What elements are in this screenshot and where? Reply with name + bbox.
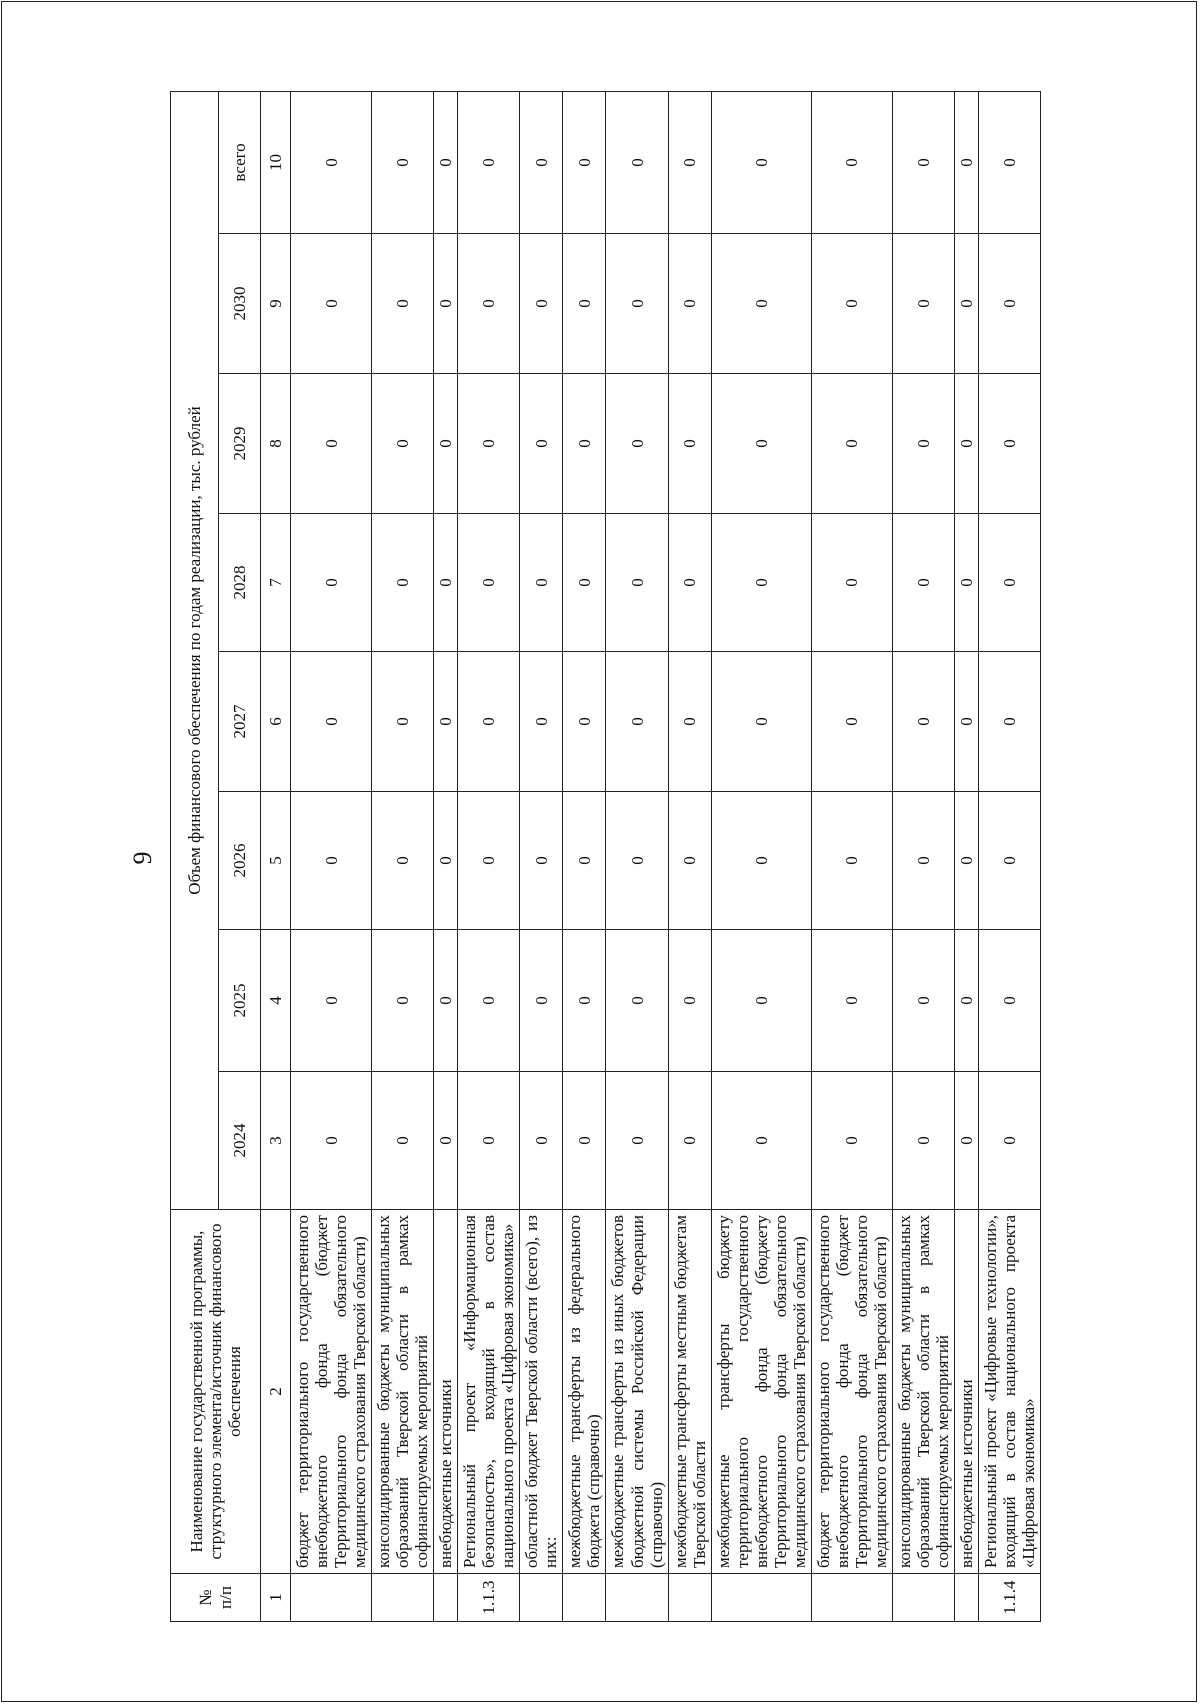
row-name: межбюджетные трансферты местным бюджетам Тверской области	[668, 1210, 711, 1574]
row-name: Региональный проект «Информационная безопасность», входящий в состав национального проекта «Цифровая экономика»	[458, 1210, 520, 1574]
header-no: № п/п	[171, 1574, 261, 1622]
row-value: 0	[811, 930, 892, 1072]
row-value: 0	[458, 1072, 520, 1210]
row-value: 0	[434, 792, 458, 930]
row-value: 0	[668, 792, 711, 930]
row-value: 0	[563, 234, 606, 374]
row-value: 0	[372, 91, 434, 233]
row-value: 0	[291, 514, 372, 652]
row-number: 1.1.4	[979, 1574, 1041, 1622]
row-value: 0	[711, 514, 811, 652]
row-value: 0	[520, 374, 563, 514]
row-value: 0	[458, 652, 520, 792]
rotated-table-container	[170, 92, 1150, 1622]
row-number	[711, 1574, 811, 1622]
row-value: 0	[606, 234, 668, 374]
row-value: 0	[711, 374, 811, 514]
row-value: 0	[811, 652, 892, 792]
row-number	[563, 1574, 606, 1622]
row-value: 0	[979, 930, 1041, 1072]
row-value: 0	[668, 652, 711, 792]
row-value: 0	[979, 514, 1041, 652]
table-row	[979, 91, 1041, 1621]
row-value: 0	[434, 234, 458, 374]
row-value: 0	[606, 792, 668, 930]
row-value: 0	[563, 792, 606, 930]
row-value: 0	[563, 514, 606, 652]
header-year: 2027	[219, 652, 261, 792]
header-volume: Объем финансового обеспечения по годам реализации, тыс. рублей	[171, 91, 219, 1209]
row-number	[892, 1574, 954, 1622]
column-index: 8	[261, 374, 291, 514]
row-value: 0	[955, 792, 979, 930]
table-row	[955, 91, 979, 1621]
row-value: 0	[979, 792, 1041, 930]
row-value: 0	[606, 514, 668, 652]
row-name: межбюджетные трансферты бюджету территориального государственного внебюджетного фонда (бюджету Территориального фонда обязательного медицинского страхования Тверской области)	[711, 1210, 811, 1574]
table-row	[563, 91, 606, 1621]
table-row	[711, 91, 811, 1621]
row-value: 0	[811, 91, 892, 233]
column-index: 2	[261, 1210, 291, 1574]
header-year: 2025	[219, 930, 261, 1072]
row-name: внебюджетные источники	[955, 1210, 979, 1574]
row-value: 0	[563, 1072, 606, 1210]
row-value: 0	[563, 930, 606, 1072]
row-value: 0	[458, 930, 520, 1072]
row-value: 0	[811, 1072, 892, 1210]
row-value: 0	[434, 514, 458, 652]
row-value: 0	[668, 930, 711, 1072]
row-name: областной бюджет Тверской области (всего), из них:	[520, 1210, 563, 1574]
row-value: 0	[563, 91, 606, 233]
table-body	[291, 91, 1041, 1621]
row-name: консолидированные бюджеты муниципальных образований Тверской области в рамках софинансируемых мероприятий	[372, 1210, 434, 1574]
row-value: 0	[291, 930, 372, 1072]
row-value: 0	[811, 374, 892, 514]
row-value: 0	[520, 91, 563, 233]
table-row	[668, 91, 711, 1621]
row-value: 0	[892, 91, 954, 233]
table-row	[434, 91, 458, 1621]
row-value: 0	[892, 652, 954, 792]
row-value: 0	[458, 514, 520, 652]
row-value: 0	[979, 1072, 1041, 1210]
row-value: 0	[434, 374, 458, 514]
row-value: 0	[434, 1072, 458, 1210]
row-value: 0	[892, 514, 954, 652]
row-value: 0	[606, 930, 668, 1072]
header-year: 2030	[219, 234, 261, 374]
row-number: 1.1.3	[458, 1574, 520, 1622]
row-value: 0	[955, 234, 979, 374]
row-value: 0	[520, 652, 563, 792]
row-number	[811, 1574, 892, 1622]
row-number	[606, 1574, 668, 1622]
row-value: 0	[372, 234, 434, 374]
row-value: 0	[711, 91, 811, 233]
row-name: Региональный проект «Цифровые технологии», входящий в состав национального проекта «Цифровая экономика»	[979, 1210, 1041, 1574]
row-value: 0	[458, 792, 520, 930]
table-row	[372, 91, 434, 1621]
row-value: 0	[711, 930, 811, 1072]
page-number: 9	[128, 851, 157, 865]
row-value: 0	[955, 652, 979, 792]
row-value: 0	[563, 374, 606, 514]
row-value: 0	[892, 792, 954, 930]
row-value: 0	[668, 91, 711, 233]
row-value: 0	[811, 792, 892, 930]
financing-table	[170, 91, 1041, 1622]
row-value: 0	[892, 374, 954, 514]
row-value: 0	[668, 1072, 711, 1210]
row-name: межбюджетные трансферты из иных бюджетов бюджетной системы Российской Федерации (справочно)	[606, 1210, 668, 1574]
row-value: 0	[811, 514, 892, 652]
column-index: 1	[261, 1574, 291, 1622]
row-value: 0	[955, 374, 979, 514]
row-value: 0	[434, 930, 458, 1072]
row-value: 0	[979, 234, 1041, 374]
row-value: 0	[711, 234, 811, 374]
table-row	[811, 91, 892, 1621]
row-value: 0	[291, 374, 372, 514]
row-value: 0	[520, 792, 563, 930]
table-row	[606, 91, 668, 1621]
row-value: 0	[520, 930, 563, 1072]
row-value: 0	[811, 234, 892, 374]
row-value: 0	[372, 514, 434, 652]
row-value: 0	[606, 652, 668, 792]
row-value: 0	[955, 1072, 979, 1210]
row-value: 0	[979, 91, 1041, 233]
row-value: 0	[372, 1072, 434, 1210]
column-index: 9	[261, 234, 291, 374]
row-number	[291, 1574, 372, 1622]
row-number	[372, 1574, 434, 1622]
row-value: 0	[458, 234, 520, 374]
header-year: 2029	[219, 374, 261, 514]
column-index: 5	[261, 792, 291, 930]
row-value: 0	[606, 1072, 668, 1210]
header-year: 2028	[219, 514, 261, 652]
row-value: 0	[372, 374, 434, 514]
row-value: 0	[291, 792, 372, 930]
table-row	[520, 91, 563, 1621]
table-row	[458, 91, 520, 1621]
column-index: 6	[261, 652, 291, 792]
header-year: 2026	[219, 792, 261, 930]
header-year: всего	[219, 91, 261, 233]
row-number	[668, 1574, 711, 1622]
column-index: 10	[261, 91, 291, 233]
row-name: бюджет территориального государственного внебюджетного фонда (бюджет Территориального фонда обязательного медицинского страхования Тверской области)	[811, 1210, 892, 1574]
row-value: 0	[955, 930, 979, 1072]
row-value: 0	[979, 374, 1041, 514]
row-value: 0	[892, 930, 954, 1072]
header-year: 2024	[219, 1072, 261, 1210]
row-value: 0	[291, 652, 372, 792]
row-number	[520, 1574, 563, 1622]
column-index: 4	[261, 930, 291, 1072]
row-name: консолидированные бюджеты муниципальных образований Тверской области в рамках софинансируемых мероприятий	[892, 1210, 954, 1574]
row-value: 0	[291, 234, 372, 374]
header-name: Наименование государственной программы, структурного элемента/источник финансового обеспечения	[171, 1210, 261, 1574]
row-value: 0	[892, 234, 954, 374]
row-value: 0	[711, 792, 811, 930]
row-value: 0	[372, 792, 434, 930]
column-index: 7	[261, 514, 291, 652]
row-value: 0	[979, 652, 1041, 792]
table-row	[892, 91, 954, 1621]
row-number	[434, 1574, 458, 1622]
row-value: 0	[606, 374, 668, 514]
row-value: 0	[458, 374, 520, 514]
row-value: 0	[711, 652, 811, 792]
row-value: 0	[520, 1072, 563, 1210]
row-value: 0	[892, 1072, 954, 1210]
row-value: 0	[606, 91, 668, 233]
row-value: 0	[955, 91, 979, 233]
row-value: 0	[668, 514, 711, 652]
row-name: бюджет территориального государственного внебюджетного фонда (бюджет Территориального фонда обязательного медицинского страхования Тверской области)	[291, 1210, 372, 1574]
row-value: 0	[711, 1072, 811, 1210]
row-value: 0	[955, 514, 979, 652]
row-value: 0	[291, 91, 372, 233]
column-index: 3	[261, 1072, 291, 1210]
row-value: 0	[434, 91, 458, 233]
row-name: межбюджетные трансферты из федерального бюджета (справочно)	[563, 1210, 606, 1574]
row-value: 0	[458, 91, 520, 233]
table-row	[291, 91, 372, 1621]
index-row	[261, 91, 291, 1621]
row-name: внебюджетные источники	[434, 1210, 458, 1574]
row-value: 0	[520, 234, 563, 374]
row-value: 0	[668, 374, 711, 514]
row-number	[955, 1574, 979, 1622]
row-value: 0	[434, 652, 458, 792]
row-value: 0	[372, 930, 434, 1072]
row-value: 0	[520, 514, 563, 652]
row-value: 0	[372, 652, 434, 792]
row-value: 0	[563, 652, 606, 792]
row-value: 0	[668, 234, 711, 374]
row-value: 0	[291, 1072, 372, 1210]
